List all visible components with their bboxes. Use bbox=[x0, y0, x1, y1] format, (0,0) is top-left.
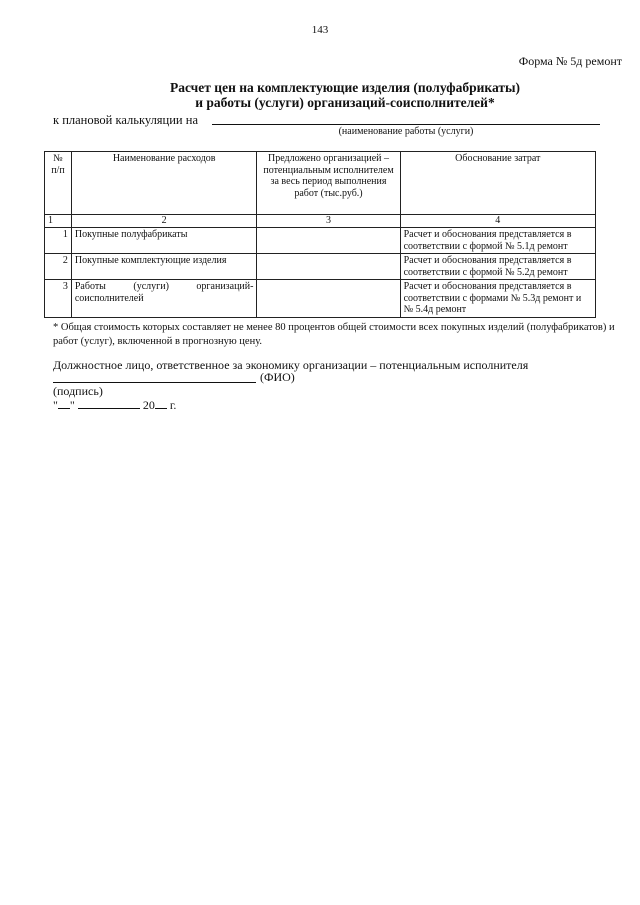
row-number: 1 bbox=[45, 228, 72, 254]
responsible-official-label: Должностное лицо, ответственное за экономику организации – потенциальным исполнителя bbox=[53, 358, 529, 372]
table-header-row bbox=[45, 152, 596, 215]
year-suffix: г. bbox=[169, 398, 177, 412]
justification-cell: Расчет и обоснования представляется в соответствии с формами № 5.3д ремонт и № 5.4д ремонт bbox=[400, 280, 595, 318]
header-offered-amount: Предложено организацией – потенциальным исполнителем за весь период выполнения работ (тыс.руб.) bbox=[257, 152, 400, 215]
offered-amount-cell bbox=[257, 254, 400, 280]
offered-amount-cell bbox=[257, 228, 400, 254]
year-prefix: 20 bbox=[142, 398, 155, 412]
work-name-caption: (наименование работы (услуги) bbox=[338, 126, 474, 137]
row-number: 2 bbox=[45, 254, 72, 280]
column-number-row bbox=[45, 215, 596, 228]
header-expense-name: Наименование расходов bbox=[71, 152, 257, 215]
calculation-label: к плановой калькуляции на bbox=[53, 113, 198, 127]
header-justification: Обоснование затрат bbox=[400, 152, 595, 215]
expense-name: Покупные комплектующие изделия bbox=[71, 254, 257, 280]
date-quote-close: " bbox=[69, 398, 75, 412]
day-blank bbox=[58, 398, 70, 409]
document-title-line-1: Расчет цен на комплектующие изделия (полуфабрикаты) bbox=[169, 80, 521, 95]
table-row bbox=[45, 280, 596, 318]
signature-label: (подпись) bbox=[53, 384, 103, 398]
column-number-4: 4 bbox=[400, 215, 595, 228]
signature-line bbox=[53, 382, 256, 383]
table-row bbox=[45, 254, 596, 280]
footnote: * Общая стоимость которых составляет не менее 80 процентов общей стоимости всех покупных изделий (полуфабрикатов) и работ (услуг), включенной в прогнозную цену. bbox=[53, 322, 615, 347]
expense-name: Работы (услуги) организаций-соисполнителей bbox=[71, 280, 257, 318]
column-number-2: 2 bbox=[71, 215, 257, 228]
header-number: № п/п bbox=[45, 152, 72, 215]
row-number: 3 bbox=[45, 280, 72, 318]
date-line bbox=[53, 398, 176, 413]
date-quote-open: " bbox=[53, 398, 58, 412]
cost-table bbox=[44, 151, 596, 318]
year-blank bbox=[155, 398, 167, 409]
table-row bbox=[45, 228, 596, 254]
expense-name: Покупные полуфабрикаты bbox=[71, 228, 257, 254]
page-number: 143 bbox=[311, 24, 329, 36]
column-number-3: 3 bbox=[257, 215, 400, 228]
offered-amount-cell bbox=[257, 280, 400, 318]
fio-label: (ФИО) bbox=[260, 370, 295, 384]
work-name-field-line bbox=[212, 124, 600, 125]
justification-cell: Расчет и обоснования представляется в соответствии с формой № 5.1д ремонт bbox=[400, 228, 595, 254]
form-label: Форма № 5д ремонт bbox=[518, 54, 622, 68]
document-title-line-2: и работы (услуги) организаций-соисполнителей* bbox=[195, 95, 495, 110]
column-number-1: 1 bbox=[45, 215, 72, 228]
justification-cell: Расчет и обоснования представляется в соответствии с формой № 5.2д ремонт bbox=[400, 254, 595, 280]
month-blank bbox=[78, 398, 140, 409]
